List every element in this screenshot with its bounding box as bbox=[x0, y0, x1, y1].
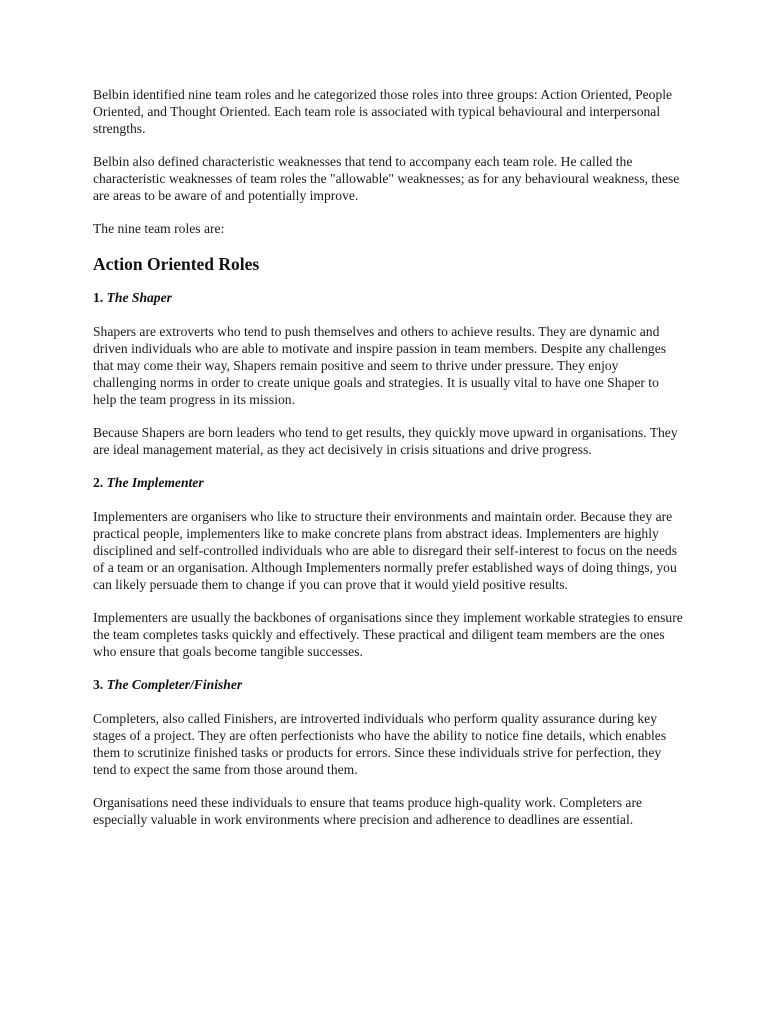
role-paragraph: Shapers are extroverts who tend to push themselves and others to achieve results. They are dynamic and driven individuals who are able to motivate and inspire passion in team members. Despite any challenges that may come their way, Shapers remain positive and seem to thrive under pressure. They enjoy challenging norms in order to create unique goals and strategies. It is usually vital to have one Shaper to help the team progress in its mission. bbox=[93, 324, 667, 407]
role-number: 2. bbox=[93, 475, 107, 490]
role-section-shaper bbox=[93, 289, 683, 458]
role-number: 3. bbox=[93, 677, 107, 692]
role-number: 1. bbox=[93, 290, 107, 305]
intro-paragraph: Belbin also defined characteristic weaknesses that tend to accompany each team role. He called the characteristic weaknesses of team roles the "allowable" weaknesses; as for any behavioural weakness, these are areas to be aware of and potentially improve. bbox=[93, 154, 680, 203]
role-paragraph: Implementers are usually the backbones of organisations since they implement workable strategies to ensure the team completes tasks quickly and effectively. These practical and diligent team members are the ones who ensure that goals become tangible successes. bbox=[93, 610, 683, 659]
role-name: The Implementer bbox=[106, 475, 204, 490]
role-section-completer-finisher bbox=[93, 676, 683, 828]
role-paragraph: Because Shapers are born leaders who tend to get results, they quickly move upward in organisations. They are ideal management material, as they act decisively in crisis situations and drive progress. bbox=[93, 425, 678, 457]
document-body bbox=[93, 86, 683, 844]
role-heading bbox=[93, 474, 683, 491]
role-heading bbox=[93, 676, 683, 693]
role-paragraph: Completers, also called Finishers, are introverted individuals who perform quality assurance during key stages of a project. They are often perfectionists who have the ability to notice fine details, which enables them to scrutinize finished tasks or products for errors. Since these individuals strive for perfection, they tend to expect the same from those around them. bbox=[93, 711, 667, 777]
role-heading bbox=[93, 289, 683, 306]
role-name: The Shaper bbox=[106, 290, 172, 305]
role-section-implementer bbox=[93, 474, 683, 660]
role-paragraph: Organisations need these individuals to ensure that teams produce high-quality work. Completers are especially valuable in work environments where precision and adherence to deadlines are essential. bbox=[93, 795, 643, 827]
role-name: The Completer/Finisher bbox=[106, 677, 243, 692]
intro-paragraph: Belbin identified nine team roles and he categorized those roles into three groups: Action Oriented, People Oriented, and Thought Oriented. Each team role is associated with typical behavioural and interpersonal strengths. bbox=[93, 87, 673, 136]
section-heading: Action Oriented Roles bbox=[93, 254, 260, 274]
intro-paragraph: The nine team roles are: bbox=[93, 221, 225, 236]
role-paragraph: Implementers are organisers who like to structure their environments and maintain order. Because they are practical people, implementers like to make concrete plans from abstract ideas. Implementers are highly disciplined and self-controlled individuals who are able to disregard their self-interest to focus on the needs of a team or an organisation. Although Implementers normally prefer established ways of doing things, you can likely persuade them to change if you can prove that it would yield positive results. bbox=[93, 509, 677, 592]
